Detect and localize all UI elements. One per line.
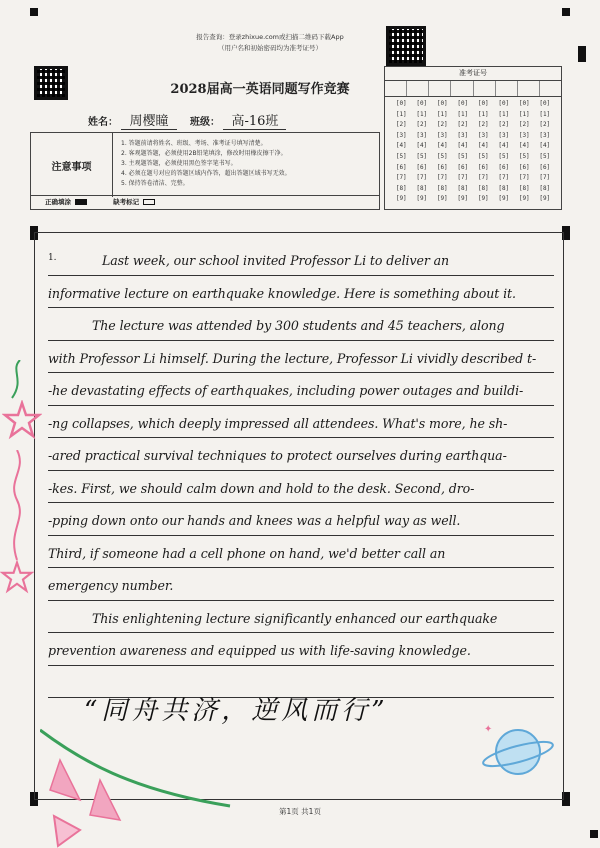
exam-id-column[interactable] [412, 99, 433, 205]
missing-mark-label: 缺考标记 [113, 198, 159, 206]
essay-line: -ared practical survival techniques to protect ourselves during earthqua- [48, 438, 554, 471]
exam-id-bubble[interactable]: [1] [395, 110, 407, 118]
student-info [88, 110, 286, 129]
exam-id-bubble[interactable]: [6] [416, 163, 428, 171]
empty-bubble-icon[interactable] [143, 199, 155, 205]
exam-id-column[interactable] [391, 99, 412, 205]
notice-item: 4. 必须在题号对应的答题区域内作答，超出答题区域书写无效。 [121, 170, 291, 177]
exam-id-bubble[interactable]: [2] [436, 121, 448, 129]
filled-bubble-icon [75, 199, 87, 205]
exam-id-bubble[interactable]: [8] [416, 184, 428, 192]
essay-line: -he devastating effects of earthquakes, including power outages and buildi- [48, 373, 554, 406]
exam-id-bubble[interactable]: [0] [416, 100, 428, 107]
exam-id-bubble[interactable]: [0] [539, 100, 551, 107]
star-doodle-icon [0, 560, 34, 594]
exam-id-bubble[interactable]: [6] [498, 163, 510, 171]
exam-id-bubble[interactable]: [4] [518, 142, 530, 150]
name-label: 姓名： [88, 117, 118, 128]
exam-id-bubble-grid[interactable] [385, 97, 561, 207]
exam-id-bubble[interactable]: [4] [498, 142, 510, 150]
essay-line: The lecture was attended by 300 students and 45 teachers, along [48, 308, 554, 341]
class-label: 班级： [189, 117, 220, 128]
exam-id-bubble[interactable]: [7] [477, 174, 489, 182]
exam-id-bubble[interactable]: [5] [477, 152, 489, 160]
exam-id-bubble[interactable]: [7] [395, 174, 407, 182]
exam-id-bubble[interactable]: [2] [498, 121, 510, 129]
registration-mark [562, 8, 570, 16]
exam-id-bubble[interactable]: [2] [539, 121, 551, 129]
exam-id-column[interactable] [514, 99, 535, 205]
fill-legend [30, 196, 380, 210]
exam-id-bubble[interactable]: [1] [498, 110, 510, 118]
vine-doodle-icon [0, 360, 30, 400]
exam-id-column[interactable] [494, 99, 515, 205]
registration-mark [30, 8, 38, 16]
exam-id-bubble[interactable]: [5] [518, 152, 530, 160]
exam-id-bubble[interactable]: [9] [477, 195, 489, 203]
exam-id-bubble[interactable]: [0] [395, 100, 407, 107]
exam-id-bubble[interactable]: [2] [416, 121, 428, 129]
exam-id-bubble[interactable]: [0] [498, 100, 510, 107]
exam-id-bubble[interactable]: [1] [457, 110, 469, 118]
exam-id-bubble[interactable]: [4] [539, 142, 551, 150]
notice-heading: 注意事项 [31, 133, 113, 197]
exam-id-bubble[interactable]: [6] [518, 163, 530, 171]
exam-id-bubble[interactable]: [2] [395, 121, 407, 129]
exam-id-bubble[interactable]: [0] [436, 100, 448, 107]
exam-id-bubble[interactable]: [0] [457, 100, 469, 107]
essay-line: 1. Last week, our school invited Professor Li to deliver an [48, 243, 554, 276]
exam-id-bubble[interactable]: [7] [518, 174, 530, 182]
exam-id-bubble[interactable]: [7] [436, 174, 448, 182]
exam-id-bubble[interactable]: [4] [457, 142, 469, 150]
exam-id-bubble[interactable]: [8] [395, 184, 407, 192]
exam-id-bubble[interactable]: [9] [498, 195, 510, 203]
registration-mark [590, 830, 598, 838]
exam-id-bubble[interactable]: [3] [416, 131, 428, 139]
exam-id-bubble[interactable]: [3] [477, 131, 489, 139]
exam-id-bubble[interactable]: [1] [416, 110, 428, 118]
class-field[interactable]: 高-16班 [223, 114, 286, 130]
exam-id-write-row[interactable] [385, 81, 561, 97]
exam-id-bubble[interactable]: [3] [395, 131, 407, 139]
exam-id-bubble[interactable]: [3] [498, 131, 510, 139]
exam-id-bubble[interactable]: [9] [436, 195, 448, 203]
exam-id-bubble[interactable]: [9] [416, 195, 428, 203]
exam-id-bubble[interactable]: [7] [457, 174, 469, 182]
qr-code-icon [34, 66, 68, 100]
correct-fill-label: 正确填涂 [45, 198, 91, 206]
exam-id-bubble[interactable]: [6] [395, 163, 407, 171]
exam-title: 2028届高一英语同题写作竞赛 [170, 82, 350, 97]
exam-id-bubble[interactable]: [8] [477, 184, 489, 192]
notice-box [30, 132, 380, 196]
essay-line: This enlightening lecture significantly enhanced our earthquake [48, 601, 554, 634]
exam-id-box [384, 66, 562, 210]
exam-id-bubble[interactable]: [3] [518, 131, 530, 139]
qr-code-icon [386, 26, 426, 66]
exam-id-bubble[interactable]: [2] [477, 121, 489, 129]
exam-id-bubble[interactable]: [8] [498, 184, 510, 192]
essay-line: -ng collapses, which deeply impressed all attendees. What's more, he sh- [48, 406, 554, 439]
exam-id-bubble[interactable]: [4] [436, 142, 448, 150]
exam-id-bubble[interactable]: [3] [457, 131, 469, 139]
exam-id-column[interactable] [473, 99, 494, 205]
exam-id-title: 准考证号 [385, 67, 561, 81]
essay-line: with Professor Li himself. During the lecture, Professor Li vividly described t- [48, 341, 554, 374]
notice-item: 3. 主观题答题，必须使用黑色签字笔书写。 [121, 160, 237, 167]
registration-mark [578, 46, 586, 62]
motto: “同舟共济，逆风而行” [84, 696, 389, 726]
exam-id-bubble[interactable]: [7] [498, 174, 510, 182]
notice-list [121, 139, 291, 189]
exam-id-bubble[interactable]: [8] [539, 184, 551, 192]
essay-line: -pping down onto our hands and knees was a helpful way as well. [48, 503, 554, 536]
corner-flower-doodle-icon [40, 720, 240, 848]
exam-id-bubble[interactable]: [9] [539, 195, 551, 203]
exam-id-bubble[interactable]: [8] [457, 184, 469, 192]
exam-id-bubble[interactable]: [6] [539, 163, 551, 171]
curly-doodle-icon [2, 450, 32, 560]
exam-id-bubble[interactable]: [6] [436, 163, 448, 171]
exam-id-bubble[interactable]: [9] [457, 195, 469, 203]
exam-id-bubble[interactable]: [2] [518, 121, 530, 129]
report-notice-line2: （用户名和初始密码均为准考证号） [218, 44, 322, 52]
question-number: 1. [48, 253, 57, 263]
exam-id-bubble[interactable]: [5] [416, 152, 428, 160]
exam-id-bubble[interactable]: [5] [436, 152, 448, 160]
exam-id-bubble[interactable]: [4] [416, 142, 428, 150]
exam-id-bubble[interactable]: [1] [436, 110, 448, 118]
report-notice-line1: 报告查询：登录zhixue.com或扫描二维码下载App [196, 33, 344, 41]
exam-id-bubble[interactable]: [3] [539, 131, 551, 139]
exam-id-column[interactable] [432, 99, 453, 205]
essay-lines [48, 243, 554, 698]
exam-id-bubble[interactable]: [3] [436, 131, 448, 139]
exam-id-bubble[interactable]: [1] [539, 110, 551, 118]
exam-id-column[interactable] [535, 99, 556, 205]
exam-id-bubble[interactable]: [8] [518, 184, 530, 192]
exam-id-bubble[interactable]: [6] [477, 163, 489, 171]
notice-item: 1. 答题前请将姓名、班级、考场、准考证号填写清楚。 [121, 140, 267, 147]
exam-id-bubble[interactable]: [9] [395, 195, 407, 203]
essay-line: informative lecture on earthquake knowledge. Here is something about it. [48, 276, 554, 309]
exam-id-bubble[interactable]: [0] [477, 100, 489, 107]
planet-doodle-icon [478, 718, 558, 784]
essay-line: -kes. First, we should calm down and hold to the desk. Second, dro- [48, 471, 554, 504]
exam-id-bubble[interactable]: [4] [395, 142, 407, 150]
exam-id-bubble[interactable]: [2] [457, 121, 469, 129]
essay-line: emergency number. [48, 568, 554, 601]
exam-id-bubble[interactable]: [9] [518, 195, 530, 203]
exam-id-bubble[interactable]: [7] [416, 174, 428, 182]
essay-line: Third, if someone had a cell phone on hand, we'd better call an [48, 536, 554, 569]
essay-line: prevention awareness and equipped us with life-saving knowledge. [48, 633, 554, 666]
star-doodle-icon [2, 400, 42, 440]
exam-id-bubble[interactable]: [5] [539, 152, 551, 160]
exam-id-bubble[interactable]: [8] [436, 184, 448, 192]
exam-id-bubble[interactable]: [5] [395, 152, 407, 160]
exam-id-bubble[interactable]: [5] [457, 152, 469, 160]
exam-id-bubble[interactable]: [1] [477, 110, 489, 118]
report-notice [150, 32, 390, 54]
exam-id-column[interactable] [453, 99, 474, 205]
exam-id-bubble[interactable]: [1] [518, 110, 530, 118]
exam-id-bubble[interactable]: [4] [477, 142, 489, 150]
notice-item: 5. 保持答卷清洁、完整。 [121, 180, 189, 187]
page-footer: 第1页 共1页 [279, 807, 321, 816]
name-field[interactable]: 周樱瞳 [121, 114, 176, 130]
exam-id-bubble[interactable]: [7] [539, 174, 551, 182]
svg-text:✦: ✦ [484, 724, 493, 735]
exam-id-bubble[interactable]: [5] [498, 152, 510, 160]
exam-id-bubble[interactable]: [6] [457, 163, 469, 171]
exam-id-bubble[interactable]: [0] [518, 100, 530, 107]
notice-item: 2. 客观题答题，必须使用2B铅笔填涂，修改时用橡皮擦干净。 [121, 150, 287, 157]
